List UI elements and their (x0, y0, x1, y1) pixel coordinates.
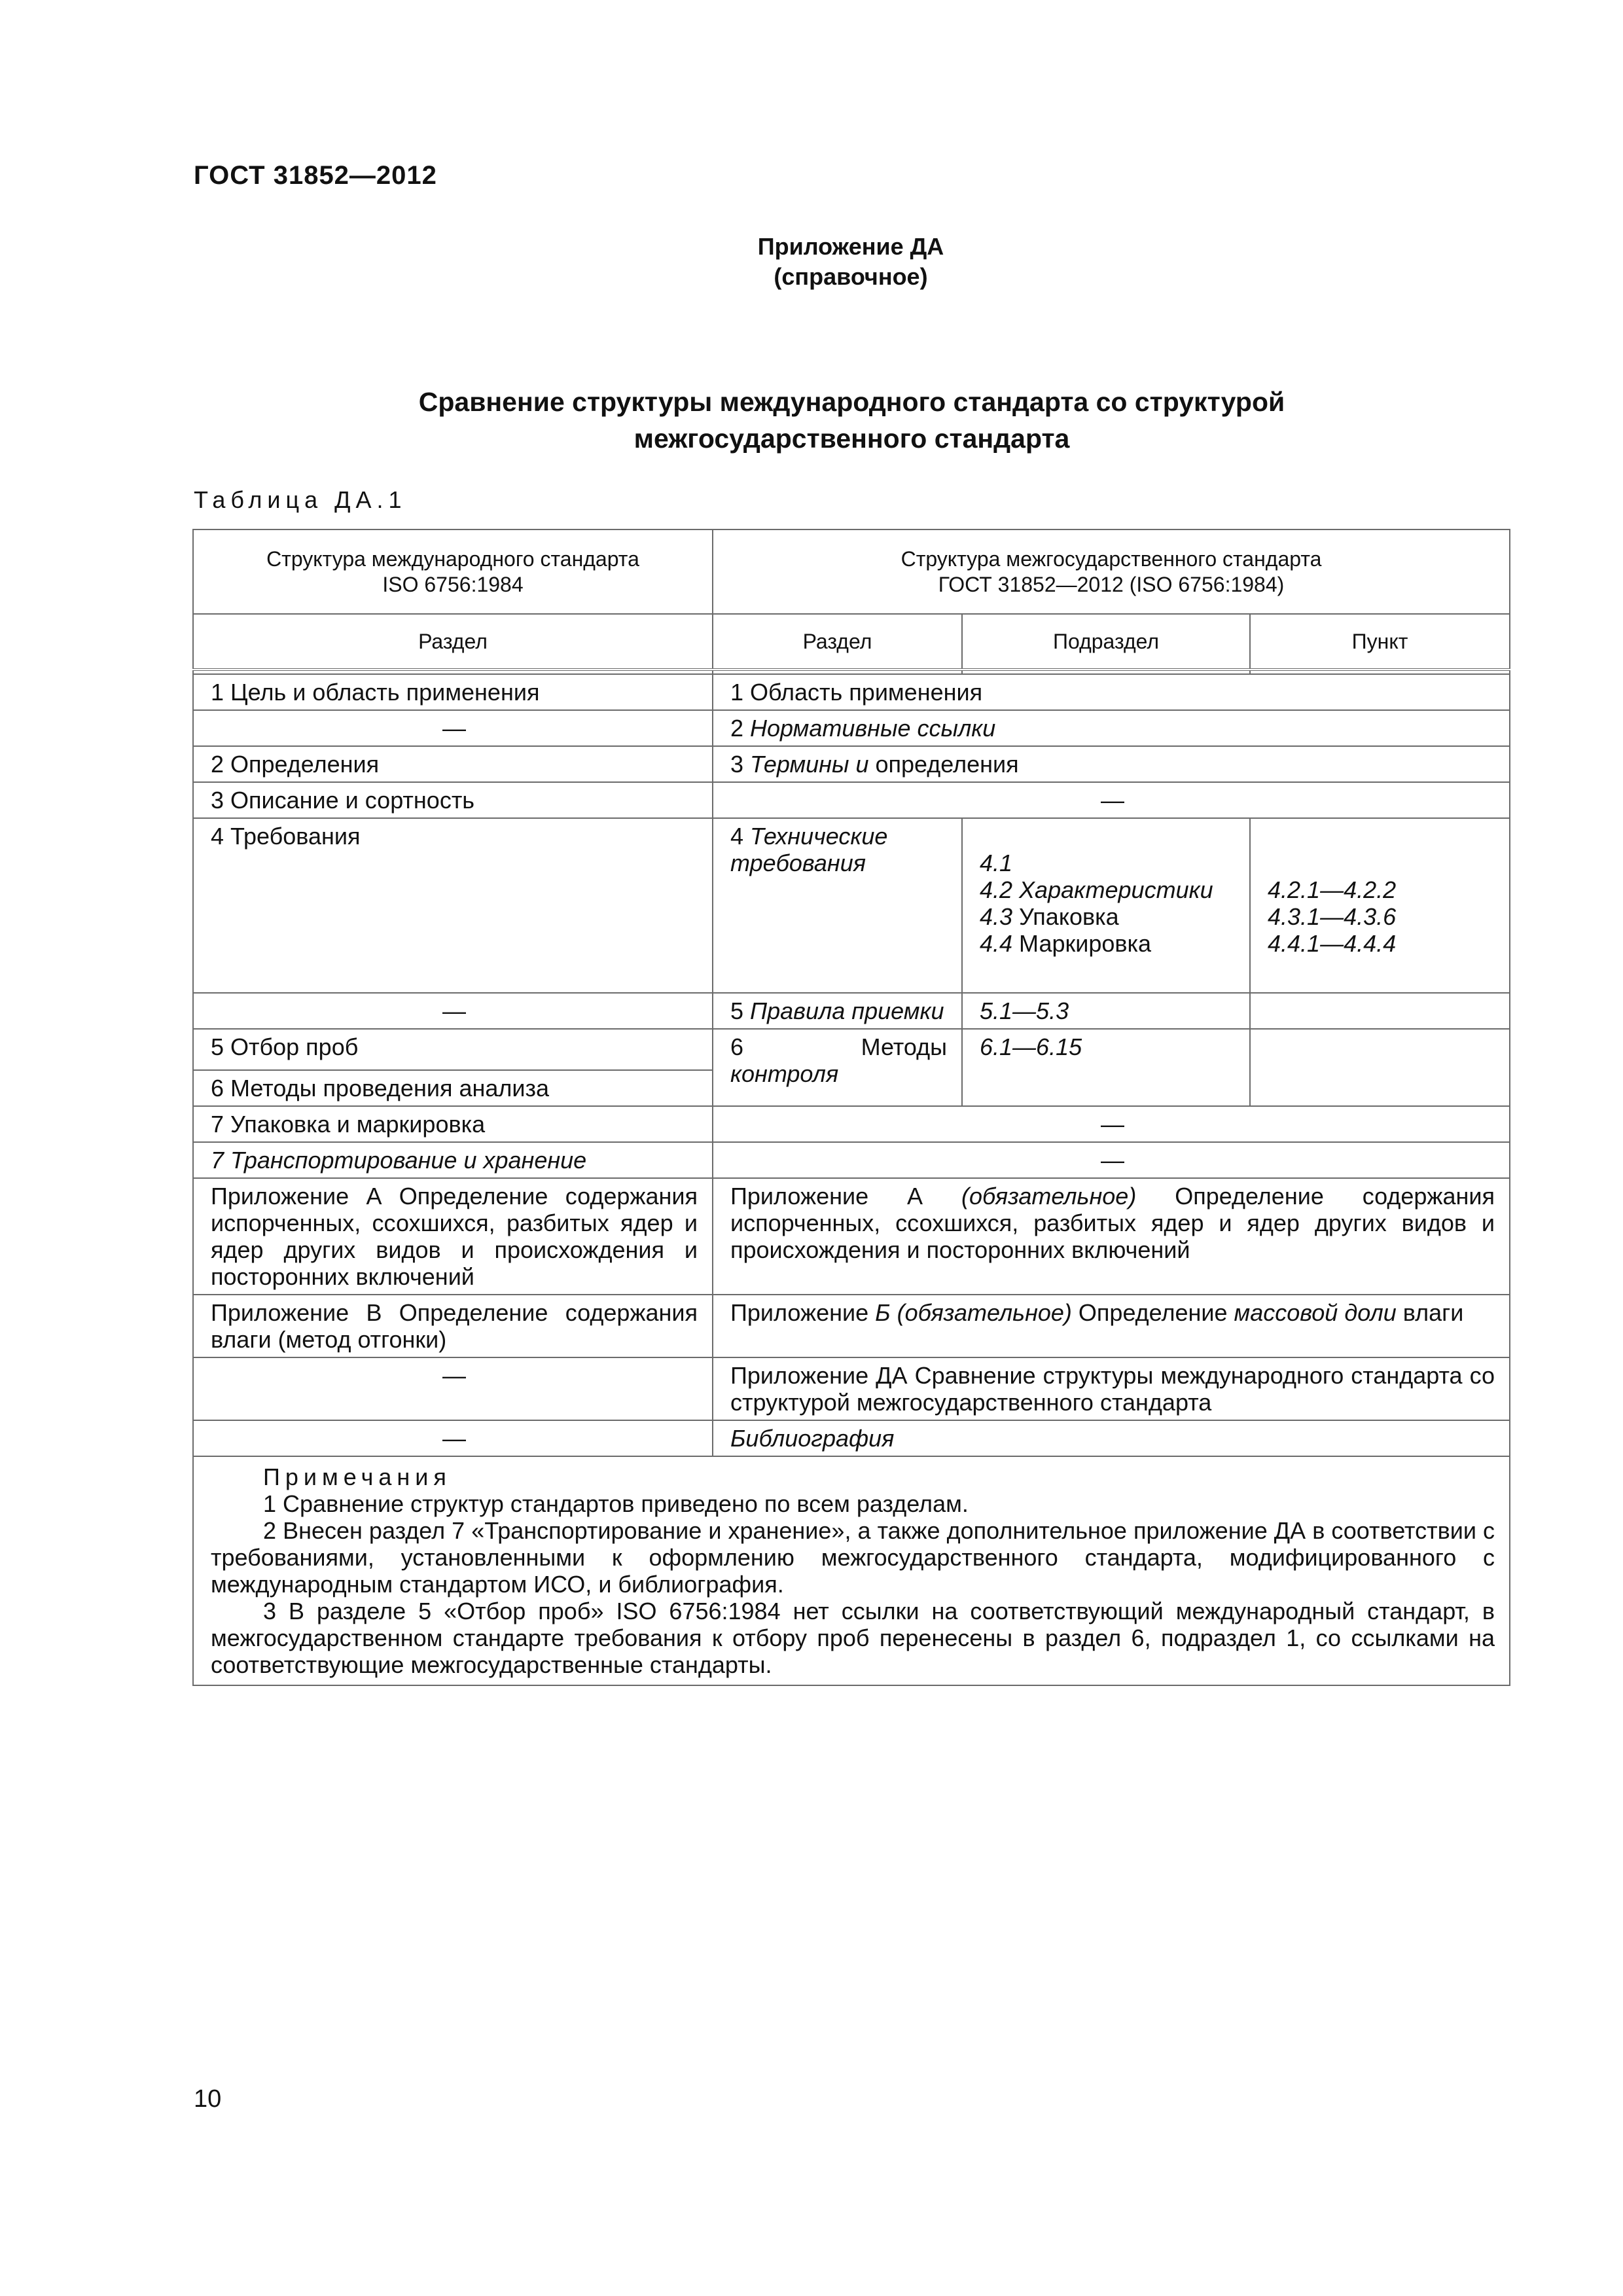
interstate-cell: — (713, 782, 1510, 818)
page-number: 10 (194, 2085, 222, 2113)
header-separator (193, 670, 1510, 674)
annex-type: (справочное) (774, 263, 928, 290)
intl-cell: 7 Упаковка и маркировка (193, 1106, 713, 1142)
table-row (193, 782, 1510, 818)
interstate-cell: — (713, 1142, 1510, 1178)
page-title (194, 384, 1510, 457)
note-2: 2 Внесен раздел 7 «Транспортирование и хранение», а также дополнительное приложение ДА в соответствии с требованиями, установленными к оформлению межгосударственного стандарта, модифицированного с международным стандартом ИСО, и библиография. (211, 1517, 1495, 1598)
interstate-cell: Приложение А (обязательное) Определение содержания испорченных, ссохшихся, разбитых ядер и ядер других видов и происхождения и посторонних включений (713, 1178, 1510, 1295)
notes-row (193, 1456, 1510, 1685)
intl-cell: — (193, 1357, 713, 1420)
table-row (193, 1357, 1510, 1420)
section-cell: 4 Технические требования (713, 818, 962, 993)
item-cell (1250, 993, 1510, 1029)
table-row (193, 710, 1510, 746)
intl-cell: — (193, 993, 713, 1029)
table-row (193, 1295, 1510, 1357)
note-1: 1 Сравнение структур стандартов приведено по всем разделам. (263, 1490, 969, 1517)
section-cell: 5 Правила приемки (713, 993, 962, 1029)
title-line-1: Сравнение структуры международного стандарта со структурой (418, 387, 1285, 417)
header-row-1 (193, 529, 1510, 614)
document-header: ГОСТ 31852—2012 (194, 161, 437, 190)
intl-cell: 4 Требования (193, 818, 713, 993)
table-notes (193, 1456, 1510, 1685)
table-row (193, 818, 1510, 993)
item-cell: 4.2.1—4.2.2 4.3.1—4.3.6 4.4.1—4.4.4 (1250, 818, 1510, 993)
header-col-subsection: Подраздел (962, 614, 1250, 670)
table-row (193, 746, 1510, 782)
header-col-item: Пункт (1250, 614, 1510, 670)
subsection-cell: 4.1 4.2 Характеристики 4.3 Упаковка 4.4 Маркировка (962, 818, 1250, 993)
interstate-cell: Приложение ДА Сравнение структуры международного стандарта со структурой межгосударственного стандарта (713, 1357, 1510, 1420)
intl-cell: 1 Цель и область применения (193, 674, 713, 710)
interstate-cell: 2 Нормативные ссылки (713, 710, 1510, 746)
intl-cell: Приложение В Определение содержания влаги (метод отгонки) (193, 1295, 713, 1357)
header-col-section-intl: Раздел (193, 614, 713, 670)
interstate-cell: 3 Термины и определения (713, 746, 1510, 782)
table-row (193, 674, 1510, 710)
annex-heading (0, 232, 1623, 292)
section-cell: 6 Методы контроля (713, 1029, 962, 1106)
intl-cell: — (193, 710, 713, 746)
interstate-cell: 1 Область применения (713, 674, 1510, 710)
table-caption: Таблица ДА.1 (194, 486, 407, 513)
note-3: 3 В разделе 5 «Отбор проб» ISO 6756:1984 нет ссылки на соответствующий международный стандарт, в межгосударственном стандарте требования к отбору проб перенесены в раздел 6, подраздел 1, со ссылками на соответствующие межгосударственные стандарты. (211, 1598, 1495, 1678)
table-row (193, 993, 1510, 1029)
subsection-cell: 5.1—5.3 (962, 993, 1250, 1029)
table-row (193, 1178, 1510, 1295)
intl-cell: Приложение А Определение содержания испорченных, ссохшихся, разбитых ядер и ядер других видов и происхождения и посторонних включений (193, 1178, 713, 1295)
table-row (193, 1420, 1510, 1456)
interstate-cell: Приложение Б (обязательное) Определение массовой доли влаги (713, 1295, 1510, 1357)
intl-cell: — (193, 1420, 713, 1456)
table-row (193, 1029, 1510, 1106)
intl-cell-split: 5 Отбор проб 6 Методы проведения анализа (193, 1029, 713, 1106)
interstate-cell: — (713, 1106, 1510, 1142)
title-line-2: межгосударственного стандарта (633, 423, 1070, 454)
header-row-2 (193, 614, 1510, 670)
annex-title: Приложение ДА (757, 233, 944, 260)
intl-cell: 7 Транспортирование и хранение (193, 1142, 713, 1178)
comparison-table (192, 529, 1510, 1686)
interstate-cell: Библиография (713, 1420, 1510, 1456)
header-interstate-structure: Структура межгосударственного стандарта ГОСТ 31852—2012 (ISO 6756:1984) (713, 529, 1510, 614)
intl-cell: 2 Определения (193, 746, 713, 782)
subsection-cell: 6.1—6.15 (962, 1029, 1250, 1106)
table-row (193, 1142, 1510, 1178)
header-col-section: Раздел (713, 614, 962, 670)
header-intl-structure: Структура международного стандарта ISO 6756:1984 (193, 529, 713, 614)
item-cell (1250, 1029, 1510, 1106)
notes-heading: Примечания (263, 1463, 452, 1490)
intl-cell: 3 Описание и сортность (193, 782, 713, 818)
table-row (193, 1106, 1510, 1142)
